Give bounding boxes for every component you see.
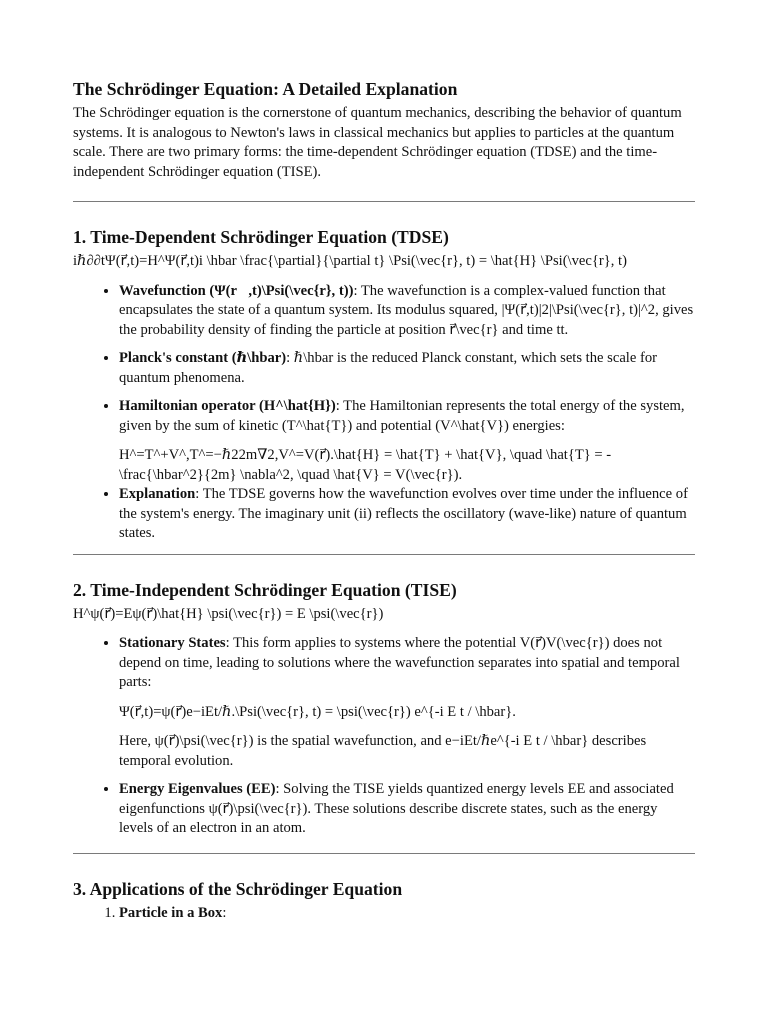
term-description: : This form applies to systems where the potential V(r⃗)V(\vec{r}) does not depend on time, leading to solutions where the wavefunction separates into spatial and temporal parts: [119,635,680,690]
intro-paragraph: The Schrödinger equation is the cornerstone of quantum mechanics, describing the behavior of quantum systems. It is analogous to Newton's laws in classical mechanics but applies to particles at the quantum scale. There are two primary forms: the time-dependent Schrödinger equation (TDSE) and the time-independent Schrödinger equation (TISE). [73,105,682,180]
section-title-tise: 2. Time-Independent Schrödinger Equation (TISE) [73,579,457,600]
term-label: Hamiltonian operator (H^\hat{H}) [119,398,336,414]
term-description: : ℏ\hbar is the reduced Planck constant, which sets the scale for quantum phenomena. [119,350,657,386]
term-label: Particle in a Box [119,904,223,921]
term-label: Planck's constant (ℏ\hbar) [119,350,287,366]
document-title: The Schrödinger Equation: A Detailed Explanation [73,79,458,99]
list-item [119,349,695,388]
section-divider [73,853,695,854]
term-label: Wavefunction (Ψ(r⃗,t)\Psi(\vec{r}, t)) [119,282,354,299]
section-divider [73,201,695,202]
section-title-tdse: 1. Time-Dependent Schrödinger Equation (TDSE) [73,227,449,247]
term-label: Energy Eigenvalues (EE) [119,781,276,797]
applications-list [73,904,695,924]
term-description: : The wavefunction is a complex-valued function that encapsulates the state of a quantum system. Its modulus squared, |Ψ(r⃗,t)|2|\Psi(\vec{r}, t)|^2, gives the probability density of finding the particle at position r⃗\vec{r} and time tt. [119,282,694,338]
list-item [119,397,695,485]
document-page [73,0,695,923]
term-description: : Solving the TISE yields quantized energy levels EE and associated eigenfunctions ψ(r⃗)\psi(\vec{r}). These solutions describe discrete states, such as the energy levels of an electron in an atom. [119,781,674,836]
tise-term-list [73,634,695,839]
list-item [119,485,695,544]
tise-equation: H^ψ(r⃗)=Eψ(r⃗)\hat{H} \psi(\vec{r}) = E \psi(\vec{r}) [73,605,384,622]
list-item [119,282,695,341]
separation-explanation: Here, ψ(r⃗)\psi(\vec{r}) is the spatial wavefunction, and e−iEt/ℏe^{-i E t / \hbar} describes temporal evolution. [119,733,647,769]
term-label: Explanation [119,486,196,502]
term-description: : The Hamiltonian represents the total energy of the system, given by the sum of kinetic (T^\hat{T}) and potential (V^\hat{V}) energies: [119,398,685,434]
hamiltonian-equation: H^=T^+V^,T^=−ℏ22m∇2,V^=V(r⃗).\hat{H} = \hat{T} + \hat{V}, \quad \hat{T} = -\frac{\hbar^2}{2m} \nabla^2, \quad \hat{V} = V(\vec{r}). [119,447,612,483]
tdse-term-list [73,282,695,544]
list-item [119,780,695,839]
term-description: : [222,904,227,921]
section-title-applications: 3. Applications of the Schrödinger Equation [73,878,403,899]
term-label: Stationary States [119,635,226,651]
term-description: : The TDSE governs how the wavefunction evolves over time under the influence of the system's energy. The imaginary unit (ii) reflects the oscillatory (wave-like) nature of quantum states. [119,486,688,541]
tdse-equation: iℏ∂∂tΨ(r⃗,t)=H^Ψ(r⃗,t)i \hbar \frac{\partial}{\partial t} \Psi(\vec{r}, t) = \hat{H} \Psi(\vec{r}, t) [73,253,627,269]
list-item [119,904,695,924]
list-item [119,634,695,771]
separation-equation: Ψ(r⃗,t)=ψ(r⃗)e−iEt/ℏ.\Psi(\vec{r}, t) = \psi(\vec{r}) e^{-i E t / \hbar}. [119,703,516,720]
section-divider [73,554,695,555]
